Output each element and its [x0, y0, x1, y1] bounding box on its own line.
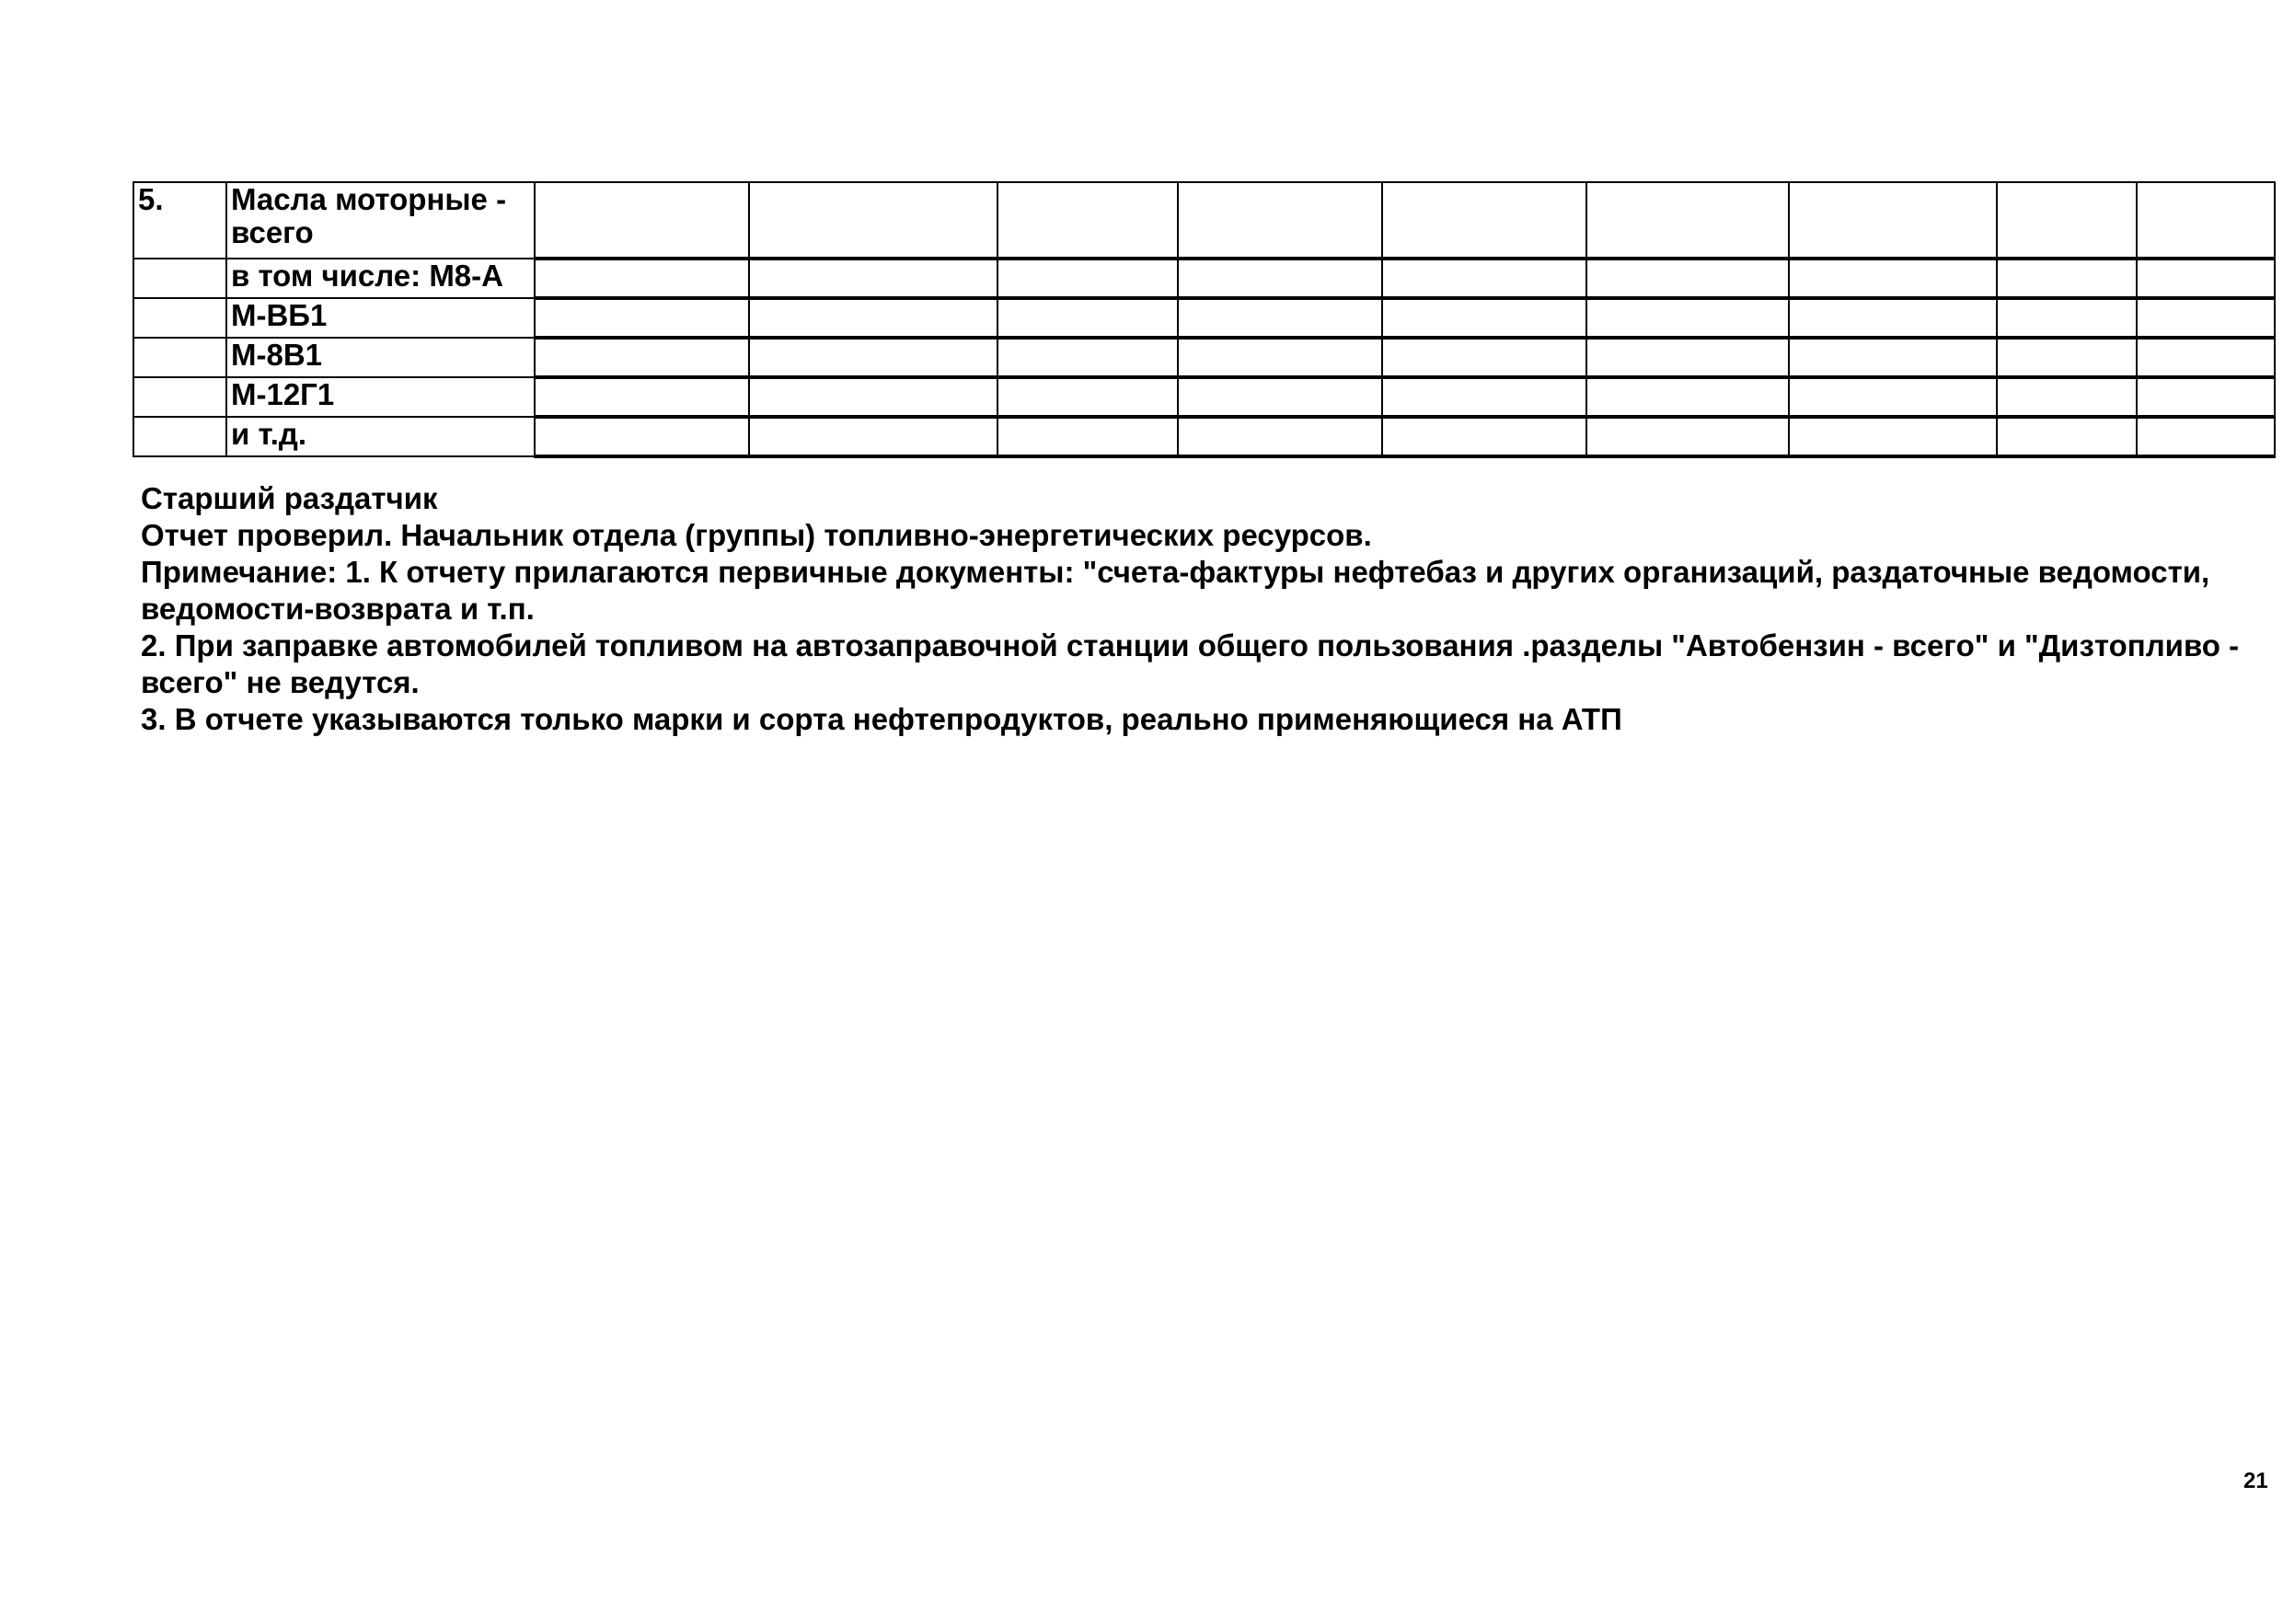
row-number-cell — [133, 338, 226, 377]
empty-cell — [535, 259, 749, 298]
table-row — [133, 298, 2275, 338]
empty-cell — [1178, 377, 1382, 417]
empty-cell — [749, 338, 997, 377]
empty-cell — [1997, 259, 2137, 298]
empty-cell — [2137, 377, 2275, 417]
empty-cell — [1789, 377, 1997, 417]
empty-cell — [1586, 182, 1789, 259]
empty-cell — [749, 417, 997, 456]
row-label-cell: и т.д. — [226, 417, 535, 456]
note-report-checked: Отчет проверил. Начальник отдела (группы) топливно-энергетических ресурсов. — [141, 518, 1372, 552]
empty-cell — [1382, 377, 1586, 417]
empty-cell — [2137, 259, 2275, 298]
row-label-cell: в том числе: М8-А — [226, 259, 535, 298]
note-remark-2: 2. При заправке автомобилей топливом на автозаправочной станции общего пользования .разделы "Автобензин - всего" и "Дизтопливо - всего" не ведутся. — [141, 628, 2240, 699]
empty-cell — [1382, 182, 1586, 259]
empty-cell — [997, 338, 1178, 377]
row-number-cell: 5. — [133, 182, 226, 259]
empty-cell — [1586, 338, 1789, 377]
row-label-cell: Масла моторные - всего — [226, 182, 535, 259]
empty-cell — [535, 417, 749, 456]
empty-cell — [1178, 298, 1382, 338]
notes-section — [141, 480, 2257, 738]
row-number-cell — [133, 417, 226, 456]
empty-cell — [1586, 377, 1789, 417]
empty-cell — [997, 417, 1178, 456]
table-row — [133, 259, 2275, 298]
empty-cell — [997, 182, 1178, 259]
empty-cell — [2137, 298, 2275, 338]
table-row — [133, 182, 2275, 259]
empty-cell — [749, 182, 997, 259]
empty-cell — [1997, 182, 2137, 259]
table-row — [133, 338, 2275, 377]
empty-cell — [2137, 417, 2275, 456]
empty-cell — [997, 259, 1178, 298]
empty-cell — [1789, 417, 1997, 456]
empty-cell — [1997, 417, 2137, 456]
empty-cell — [1178, 182, 1382, 259]
row-number-cell — [133, 259, 226, 298]
empty-cell — [1586, 417, 1789, 456]
note-remark-1: Примечание: 1. К отчету прилагаются первичные документы: "счета-фактуры нефтебаз и других организаций, раздаточные ведомости, ведомости-возврата и т.п. — [141, 555, 2210, 626]
empty-cell — [1789, 298, 1997, 338]
row-label-cell: М-8В1 — [226, 338, 535, 377]
row-label-cell: М-12Г1 — [226, 377, 535, 417]
note-senior-dispenser: Старший раздатчик — [141, 481, 438, 515]
empty-cell — [1586, 298, 1789, 338]
table-row — [133, 417, 2275, 456]
empty-cell — [997, 298, 1178, 338]
empty-cell — [1382, 338, 1586, 377]
empty-cell — [749, 298, 997, 338]
fuel-report-table — [133, 181, 2276, 458]
empty-cell — [749, 377, 997, 417]
empty-cell — [535, 182, 749, 259]
empty-cell — [535, 298, 749, 338]
page-number: 21 — [2243, 1469, 2268, 1493]
empty-cell — [1382, 298, 1586, 338]
empty-cell — [997, 377, 1178, 417]
empty-cell — [1789, 182, 1997, 259]
note-remark-3: 3. В отчете указываются только марки и сорта нефтепродуктов, реально применяющиеся на АТП — [141, 702, 1622, 736]
empty-cell — [1178, 338, 1382, 377]
empty-cell — [1586, 259, 1789, 298]
empty-cell — [1382, 417, 1586, 456]
empty-cell — [1789, 338, 1997, 377]
empty-cell — [1178, 417, 1382, 456]
empty-cell — [1178, 259, 1382, 298]
empty-cell — [749, 259, 997, 298]
table-row — [133, 377, 2275, 417]
empty-cell — [1997, 338, 2137, 377]
empty-cell — [1997, 377, 2137, 417]
row-number-cell — [133, 377, 226, 417]
empty-cell — [1997, 298, 2137, 338]
empty-cell — [535, 377, 749, 417]
empty-cell — [1789, 259, 1997, 298]
empty-cell — [535, 338, 749, 377]
row-label-cell: М-ВБ1 — [226, 298, 535, 338]
row-number-cell — [133, 298, 226, 338]
empty-cell — [1382, 259, 1586, 298]
empty-cell — [2137, 338, 2275, 377]
empty-cell — [2137, 182, 2275, 259]
